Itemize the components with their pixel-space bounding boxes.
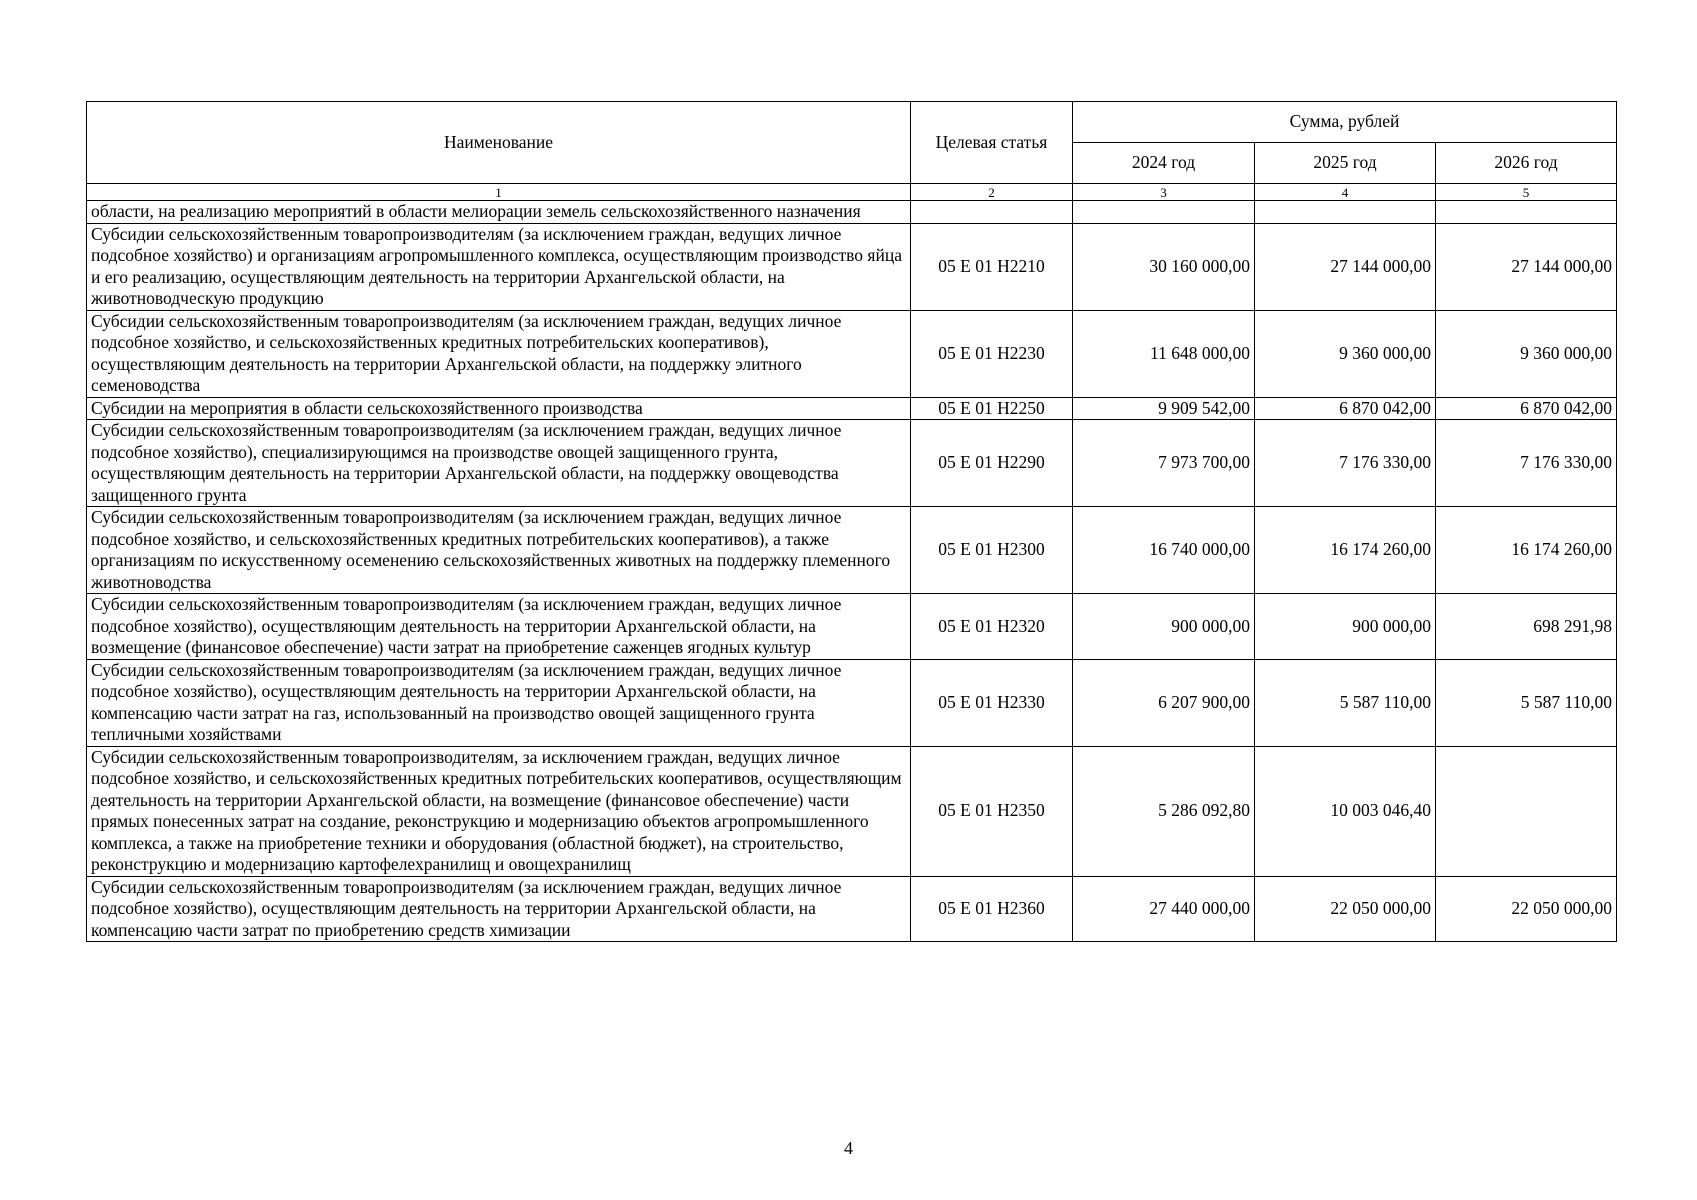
row-amount-2025: 10 003 046,40	[1255, 746, 1436, 876]
row-name: Субсидии сельскохозяйственным товаропроизводителям (за исключением граждан, ведущих личное подсобное хозяйство), специализирующимся на производстве овощей защищенного грунта, осуществляющим деятельность на территории Архангельской области, на поддержку овощеводства защищенного грунта	[87, 420, 911, 507]
row-amount-2024: 11 648 000,00	[1073, 310, 1255, 397]
row-name: Субсидии сельскохозяйственным товаропроизводителям (за исключением граждан, ведущих личное подсобное хозяйство) и организациям агропромышленного комплекса, осуществляющим производство яйца и его реализацию, осуществляющим деятельность на территории Архангельской области, на животноводческую продукцию	[87, 223, 911, 310]
row-name: Субсидии сельскохозяйственным товаропроизводителям (за исключением граждан, ведущих личное подсобное хозяйство), осуществляющим деятельность на территории Архангельской области, на возмещение (финансовое обеспечение) части затрат на приобретение саженцев ягодных культур	[87, 594, 911, 660]
row-amount-2024: 27 440 000,00	[1073, 876, 1255, 942]
column-number: 3	[1073, 184, 1255, 201]
table-row	[87, 876, 1617, 942]
table-row	[87, 594, 1617, 660]
row-amount-2024	[1073, 201, 1255, 224]
row-amount-2025: 6 870 042,00	[1255, 397, 1436, 420]
row-amount-2025: 9 360 000,00	[1255, 310, 1436, 397]
row-amount-2026	[1436, 746, 1617, 876]
row-amount-2024: 6 207 900,00	[1073, 659, 1255, 746]
row-amount-2026: 7 176 330,00	[1436, 420, 1617, 507]
row-amount-2025: 900 000,00	[1255, 594, 1436, 660]
row-amount-2024: 16 740 000,00	[1073, 507, 1255, 594]
budget-table	[86, 101, 1617, 942]
row-name: Субсидии сельскохозяйственным товаропроизводителям (за исключением граждан, ведущих личное подсобное хозяйство), осуществляющим деятельность на территории Архангельской области, на компенсацию части затрат по приобретению средств химизации	[87, 876, 911, 942]
row-amount-2026: 9 360 000,00	[1436, 310, 1617, 397]
row-amount-2024: 9 909 542,00	[1073, 397, 1255, 420]
row-target-article	[911, 201, 1073, 224]
table-body	[87, 201, 1617, 942]
row-target-article: 05 Е 01 Н2360	[911, 876, 1073, 942]
row-amount-2025	[1255, 201, 1436, 224]
header-name: Наименование	[87, 102, 911, 184]
header-year-2026: 2026 год	[1436, 143, 1617, 184]
row-amount-2026: 22 050 000,00	[1436, 876, 1617, 942]
column-number: 5	[1436, 184, 1617, 201]
row-amount-2026	[1436, 201, 1617, 224]
page-number: 4	[844, 1138, 853, 1158]
row-amount-2024: 30 160 000,00	[1073, 223, 1255, 310]
row-amount-2025: 7 176 330,00	[1255, 420, 1436, 507]
row-target-article: 05 Е 01 Н2300	[911, 507, 1073, 594]
header-code: Целевая статья	[911, 102, 1073, 184]
row-amount-2025: 22 050 000,00	[1255, 876, 1436, 942]
row-name: Субсидии сельскохозяйственным товаропроизводителям (за исключением граждан, ведущих личное подсобное хозяйство), осуществляющим деятельность на территории Архангельской области, на компенсацию части затрат на газ, использованный на производство овощей защищенного грунта тепличными хозяйствами	[87, 659, 911, 746]
row-amount-2024: 7 973 700,00	[1073, 420, 1255, 507]
table-row	[87, 746, 1617, 876]
row-name: Субсидии сельскохозяйственным товаропроизводителям, за исключением граждан, ведущих личное подсобное хозяйство, и сельскохозяйственных кредитных потребительских кооперативов, осуществляющим деятельность на территории Архангельской области, на возмещение (финансовое обеспечение) части прямых понесенных затрат на создание, реконструкцию и модернизацию объектов агропромышленного комплекса, а также на приобретение техники и оборудования (областной бюджет), на строительство, реконструкцию и модернизацию картофелехранилищ и овощехранилищ	[87, 746, 911, 876]
row-amount-2026: 27 144 000,00	[1436, 223, 1617, 310]
table-row	[87, 507, 1617, 594]
row-amount-2026: 16 174 260,00	[1436, 507, 1617, 594]
table-row	[87, 310, 1617, 397]
row-name: области, на реализацию мероприятий в области мелиорации земель сельскохозяйственного назначения	[87, 201, 911, 224]
table-row	[87, 420, 1617, 507]
row-amount-2024: 900 000,00	[1073, 594, 1255, 660]
header-row-top	[87, 102, 1617, 143]
column-number: 2	[911, 184, 1073, 201]
row-name: Субсидии на мероприятия в области сельскохозяйственного производства	[87, 397, 911, 420]
row-amount-2025: 16 174 260,00	[1255, 507, 1436, 594]
column-number: 1	[87, 184, 911, 201]
row-amount-2025: 27 144 000,00	[1255, 223, 1436, 310]
row-amount-2024: 5 286 092,80	[1073, 746, 1255, 876]
row-amount-2026: 5 587 110,00	[1436, 659, 1617, 746]
row-name: Субсидии сельскохозяйственным товаропроизводителям (за исключением граждан, ведущих личное подсобное хозяйство, и сельскохозяйственных кредитных потребительских кооперативов), осуществляющим деятельность на территории Архангельской области, на поддержку элитного семеноводства	[87, 310, 911, 397]
row-target-article: 05 Е 01 Н2350	[911, 746, 1073, 876]
header-sum: Сумма, рублей	[1073, 102, 1617, 143]
row-target-article: 05 Е 01 Н2320	[911, 594, 1073, 660]
table-row	[87, 201, 1617, 224]
column-number: 4	[1255, 184, 1436, 201]
row-amount-2026: 6 870 042,00	[1436, 397, 1617, 420]
row-amount-2026: 698 291,98	[1436, 594, 1617, 660]
header-year-2024: 2024 год	[1073, 143, 1255, 184]
row-target-article: 05 Е 01 Н2330	[911, 659, 1073, 746]
table-row	[87, 659, 1617, 746]
row-target-article: 05 Е 01 Н2230	[911, 310, 1073, 397]
column-number-row	[87, 184, 1617, 201]
table-row	[87, 223, 1617, 310]
row-target-article: 05 Е 01 Н2250	[911, 397, 1073, 420]
row-amount-2025: 5 587 110,00	[1255, 659, 1436, 746]
table-row	[87, 397, 1617, 420]
row-target-article: 05 Е 01 Н2210	[911, 223, 1073, 310]
row-target-article: 05 Е 01 Н2290	[911, 420, 1073, 507]
header-year-2025: 2025 год	[1255, 143, 1436, 184]
row-name: Субсидии сельскохозяйственным товаропроизводителям (за исключением граждан, ведущих личное подсобное хозяйство, и сельскохозяйственных кредитных потребительских кооперативов), а также организациям по искусственному осеменению сельскохозяйственных животных на поддержку племенного животноводства	[87, 507, 911, 594]
